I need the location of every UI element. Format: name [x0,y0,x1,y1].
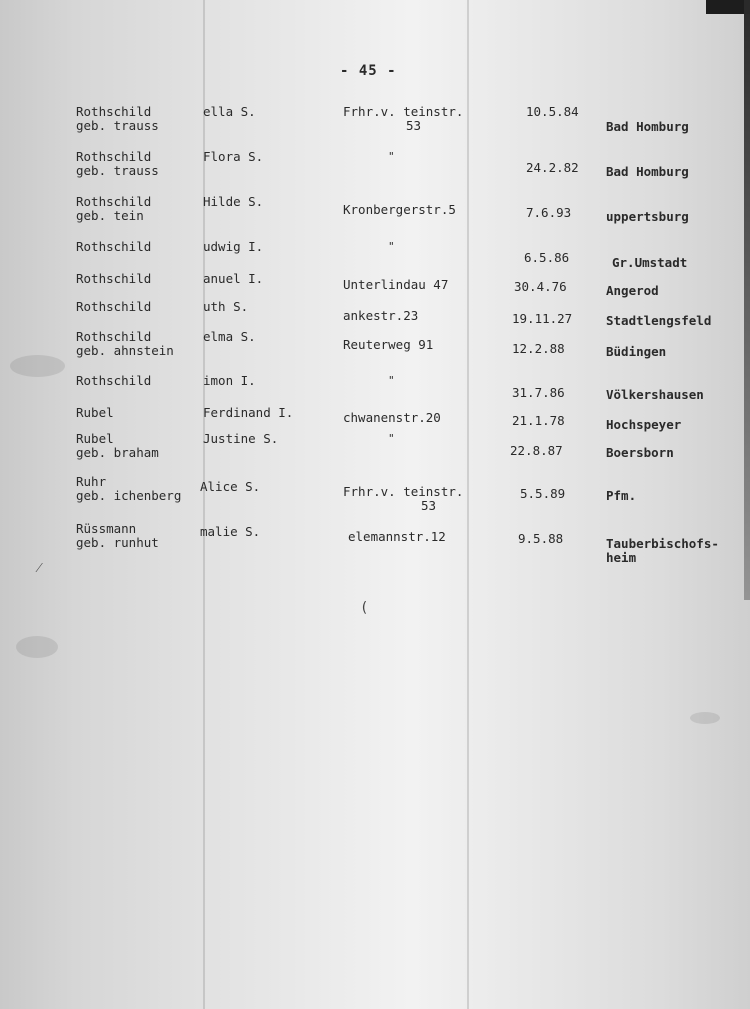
date-cell: 21.1.78 [512,413,565,428]
surname-cell: Rothschild [76,271,152,286]
smudge [10,355,65,377]
pen-mark: ( [360,600,369,616]
place-cell: Pfm. [606,488,637,503]
date-cell: 10.5.84 [526,104,579,119]
date-cell: 9.5.88 [518,531,564,546]
street-cell: elemannstr.12 [348,529,446,544]
street-cell: Kronbergerstr.5 [343,202,456,217]
surname-cell: Rothschild [76,299,152,314]
place-cell: Tauberbischofs- heim [606,536,719,565]
ditto-mark: " [388,432,395,445]
ditto-mark: " [388,150,395,163]
page-number: - 45 - [340,63,397,79]
first-name-cell: Alice S. [200,479,261,494]
place-cell: Büdingen [606,344,667,359]
date-cell: 24.2.82 [526,160,579,175]
street-cell: Frhr.v. teinstr. 53 [343,104,464,133]
street-cell: chwanenstr.20 [343,410,441,425]
place-cell: Gr.Umstadt [612,255,688,270]
place-cell: Angerod [606,283,659,298]
date-cell: 30.4.76 [514,279,567,294]
first-name-cell: Justine S. [203,431,279,446]
first-name-cell: udwig I. [203,239,264,254]
surname-cell: Rothschild [76,239,152,254]
date-cell: 6.5.86 [524,250,570,265]
first-name-cell: Ferdinand I. [203,405,294,420]
ditto-mark: " [388,240,395,253]
place-cell: Hochspeyer [606,417,682,432]
date-cell: 7.6.93 [526,205,572,220]
pen-mark: ⁄ [38,560,41,576]
scan-dark-edge [744,0,750,600]
surname-cell: Rüssmann geb. runhut [76,521,159,550]
street-cell: ankestr.23 [343,308,419,323]
date-cell: 5.5.89 [520,486,566,501]
date-cell: 22.8.87 [510,443,563,458]
first-name-cell: imon I. [203,373,256,388]
surname-cell: Rubel [76,405,114,420]
surname-cell: Rothschild geb. ahnstein [76,329,174,358]
date-cell: 12.2.88 [512,341,565,356]
street-cell: Unterlindau 47 [343,277,449,292]
surname-cell: Rothschild geb. tein [76,194,152,223]
date-cell: 31.7.86 [512,385,565,400]
first-name-cell: ella S. [203,104,256,119]
first-name-cell: Flora S. [203,149,264,164]
smudge [16,636,58,658]
surname-cell: Rothschild [76,373,152,388]
first-name-cell: anuel I. [203,271,264,286]
surname-cell: Rubel geb. braham [76,431,159,460]
surname-cell: Rothschild geb. trauss [76,104,159,133]
surname-cell: Rothschild geb. trauss [76,149,159,178]
street-cell: Reuterweg 91 [343,337,434,352]
first-name-cell: uth S. [203,299,249,314]
ditto-mark: " [388,374,395,387]
date-cell: 19.11.27 [512,311,573,326]
smudge [690,712,720,724]
place-cell: Bad Homburg [606,119,689,134]
place-cell: Bad Homburg [606,164,689,179]
street-cell: Frhr.v. teinstr. 53 [343,484,464,513]
place-cell: uppertsburg [606,209,689,224]
place-cell: Stadtlengsfeld [606,313,712,328]
fold-line [467,0,469,1009]
place-cell: Völkershausen [606,387,704,402]
first-name-cell: Hilde S. [203,194,264,209]
surname-cell: Ruhr geb. ichenberg [76,474,182,503]
first-name-cell: malie S. [200,524,261,539]
first-name-cell: elma S. [203,329,256,344]
place-cell: Boersborn [606,445,674,460]
